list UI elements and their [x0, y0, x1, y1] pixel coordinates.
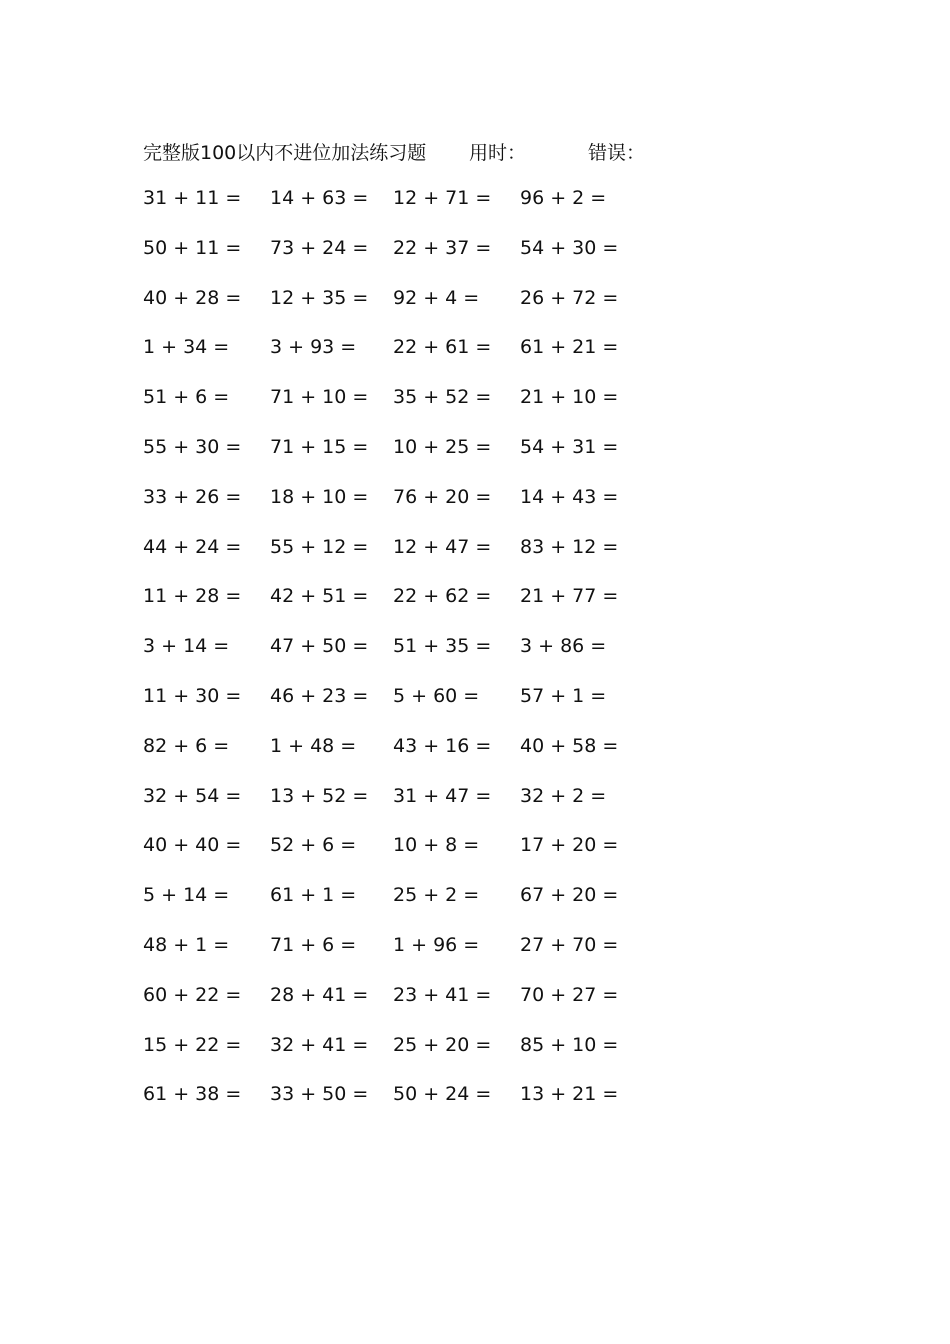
problem-row [0, 1081, 950, 1131]
addition-problem: 22 + 61 = [393, 336, 492, 359]
problem-row [0, 932, 950, 982]
addition-problem: 42 + 51 = [270, 585, 369, 608]
addition-problem: 60 + 22 = [143, 983, 242, 1006]
addition-problem: 40 + 58 = [520, 734, 619, 757]
time-used-label: 用时： [469, 142, 527, 164]
addition-problem: 61 + 38 = [143, 1083, 242, 1106]
addition-problem: 83 + 12 = [520, 535, 619, 558]
addition-problem: 71 + 6 = [270, 933, 357, 956]
addition-problem: 71 + 10 = [270, 386, 369, 409]
addition-problem: 54 + 30 = [520, 236, 619, 259]
addition-problem: 3 + 14 = [143, 635, 230, 658]
addition-problem: 32 + 54 = [143, 784, 242, 807]
problem-row [0, 384, 950, 434]
addition-problem: 28 + 41 = [270, 983, 369, 1006]
problem-grid [0, 185, 950, 1131]
problem-row [0, 334, 950, 384]
addition-problem: 14 + 63 = [270, 187, 369, 209]
addition-problem: 5 + 14 = [143, 884, 230, 907]
addition-problem: 12 + 47 = [393, 535, 492, 558]
addition-problem: 82 + 6 = [143, 734, 230, 757]
problem-row [0, 185, 950, 235]
addition-problem: 47 + 50 = [270, 635, 369, 658]
addition-problem: 23 + 41 = [393, 983, 492, 1006]
addition-problem: 51 + 35 = [393, 635, 492, 658]
addition-problem: 11 + 28 = [143, 585, 242, 608]
problem-row [0, 1032, 950, 1082]
addition-problem: 85 + 10 = [520, 1033, 619, 1056]
addition-problem: 31 + 11 = [143, 187, 242, 209]
problem-row [0, 235, 950, 285]
addition-problem: 32 + 2 = [520, 784, 607, 807]
addition-problem: 43 + 16 = [393, 734, 492, 757]
problem-row [0, 832, 950, 882]
addition-problem: 50 + 11 = [143, 236, 242, 259]
addition-problem: 25 + 2 = [393, 884, 480, 907]
addition-problem: 71 + 15 = [270, 435, 369, 458]
problem-row [0, 783, 950, 833]
addition-problem: 13 + 52 = [270, 784, 369, 807]
addition-problem: 70 + 27 = [520, 983, 619, 1006]
addition-problem: 21 + 77 = [520, 585, 619, 608]
addition-problem: 26 + 72 = [520, 286, 619, 309]
addition-problem: 15 + 22 = [143, 1033, 242, 1056]
problem-row [0, 683, 950, 733]
addition-problem: 1 + 48 = [270, 734, 357, 757]
problem-row [0, 633, 950, 683]
addition-problem: 96 + 2 = [520, 187, 607, 209]
addition-problem: 3 + 93 = [270, 336, 357, 359]
addition-problem: 48 + 1 = [143, 933, 230, 956]
addition-problem: 32 + 41 = [270, 1033, 369, 1056]
addition-problem: 10 + 25 = [393, 435, 492, 458]
addition-problem: 27 + 70 = [520, 933, 619, 956]
addition-problem: 1 + 96 = [393, 933, 480, 956]
addition-problem: 13 + 21 = [520, 1083, 619, 1106]
worksheet-title: 完整版100以内不进位加法练习题 [143, 142, 427, 164]
addition-problem: 46 + 23 = [270, 684, 369, 707]
addition-problem: 12 + 71 = [393, 187, 492, 209]
problem-row [0, 285, 950, 335]
addition-problem: 73 + 24 = [270, 236, 369, 259]
addition-problem: 22 + 62 = [393, 585, 492, 608]
addition-problem: 14 + 43 = [520, 485, 619, 508]
addition-problem: 54 + 31 = [520, 435, 619, 458]
addition-problem: 40 + 40 = [143, 834, 242, 857]
problem-row [0, 534, 950, 584]
addition-problem: 67 + 20 = [520, 884, 619, 907]
addition-problem: 33 + 26 = [143, 485, 242, 508]
problem-row [0, 434, 950, 484]
addition-problem: 40 + 28 = [143, 286, 242, 309]
addition-problem: 33 + 50 = [270, 1083, 369, 1106]
addition-problem: 12 + 35 = [270, 286, 369, 309]
addition-problem: 35 + 52 = [393, 386, 492, 409]
problem-row [0, 982, 950, 1032]
addition-problem: 31 + 47 = [393, 784, 492, 807]
addition-problem: 44 + 24 = [143, 535, 242, 558]
addition-problem: 76 + 20 = [393, 485, 492, 508]
addition-problem: 10 + 8 = [393, 834, 480, 857]
errors-label: 错误： [588, 142, 646, 164]
addition-problem: 55 + 12 = [270, 535, 369, 558]
addition-problem: 5 + 60 = [393, 684, 480, 707]
addition-problem: 61 + 21 = [520, 336, 619, 359]
addition-problem: 3 + 86 = [520, 635, 607, 658]
addition-problem: 52 + 6 = [270, 834, 357, 857]
problem-row [0, 583, 950, 633]
addition-problem: 11 + 30 = [143, 684, 242, 707]
addition-problem: 1 + 34 = [143, 336, 230, 359]
addition-problem: 51 + 6 = [143, 386, 230, 409]
addition-problem: 55 + 30 = [143, 435, 242, 458]
addition-problem: 57 + 1 = [520, 684, 607, 707]
addition-problem: 22 + 37 = [393, 236, 492, 259]
problem-row [0, 733, 950, 783]
addition-problem: 18 + 10 = [270, 485, 369, 508]
addition-problem: 61 + 1 = [270, 884, 357, 907]
problem-row [0, 484, 950, 534]
addition-problem: 50 + 24 = [393, 1083, 492, 1106]
addition-problem: 92 + 4 = [393, 286, 480, 309]
addition-problem: 21 + 10 = [520, 386, 619, 409]
addition-problem: 17 + 20 = [520, 834, 619, 857]
addition-problem: 25 + 20 = [393, 1033, 492, 1056]
problem-row [0, 882, 950, 932]
